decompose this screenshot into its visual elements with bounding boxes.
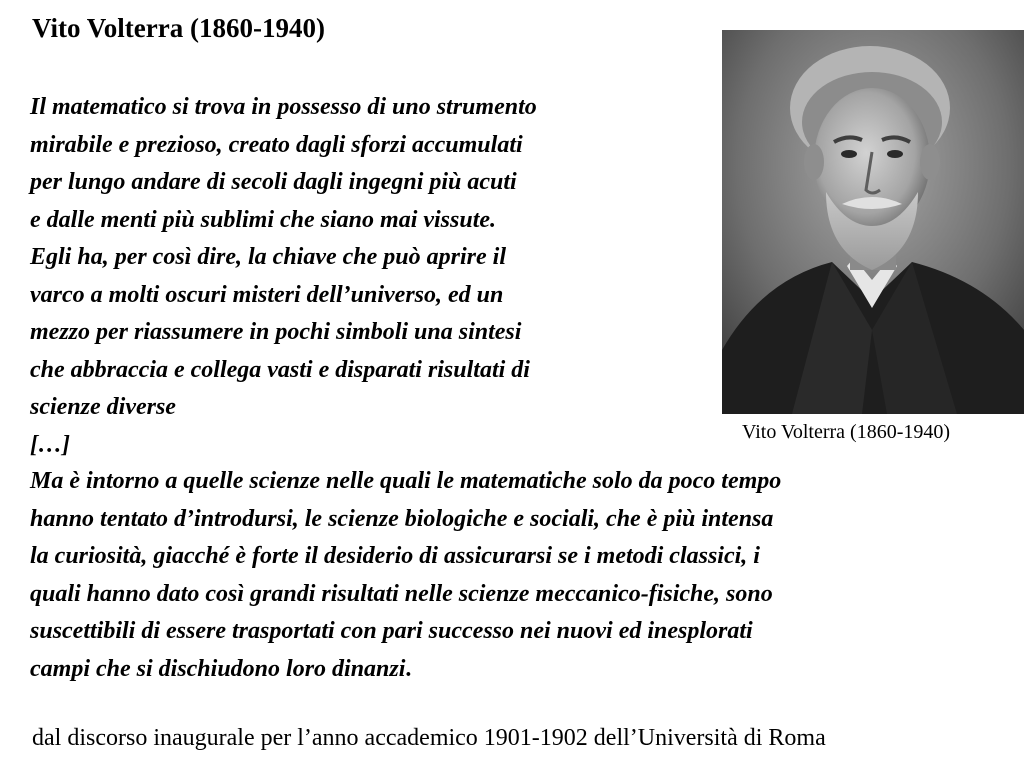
portrait-image <box>722 30 1024 414</box>
quote-line: mezzo per riassumere in pochi simboli una sintesi <box>30 319 522 345</box>
quote-line: la curiosità, giacché è forte il desiderio di assicurarsi se i metodi classici, i <box>30 543 760 569</box>
quote-line: e dalle menti più sublimi che siano mai vissute. <box>30 206 497 233</box>
quote-line: per lungo andare di secoli dagli ingegni più acuti <box>30 169 517 195</box>
quote-ellipsis: […] <box>30 431 70 458</box>
quote-last-line <box>30 651 1020 689</box>
portrait-caption: Vito Volterra (1860-1940) <box>742 421 951 443</box>
quote-line: Il matematico si trova in possesso di uno strumento <box>30 94 537 120</box>
quote-line: varco a molti oscuri misteri dell’universo, ed un <box>30 281 504 308</box>
quote-line: Egli ha, per così dire, la chiave che può aprire il <box>30 244 506 270</box>
quote-final-period: . <box>405 655 412 682</box>
quote-line: scienze diverse <box>30 394 176 420</box>
quote-line: quali hanno dato così grandi risultati nelle scienze meccanico-fisiche, sono <box>30 580 773 607</box>
portrait-photo <box>722 30 1024 414</box>
quote-second-paragraph <box>30 463 1020 688</box>
page-title: Vito Volterra (1860-1940) <box>32 13 325 43</box>
quote-first-paragraph <box>30 89 720 464</box>
source-citation: dal discorso inaugurale per l’anno accademico 1901-1902 dell’Università di Roma <box>32 725 826 751</box>
quote-line: mirabile e prezioso, creato dagli sforzi accumulati <box>30 131 523 158</box>
quote-line: hanno tentato d’introdursi, le scienze biologiche e sociali, che è più intensa <box>30 505 774 532</box>
quote-line: suscettibili di essere trasportati con pari successo nei nuovi ed inesplorati <box>30 618 753 644</box>
quote-line: Ma è intorno a quelle scienze nelle quali le matematiche solo da poco tempo <box>30 468 782 494</box>
quote-last-line-text: campi che si dischiudono loro dinanzi <box>30 655 406 682</box>
quote-line: che abbraccia e collega vasti e disparati risultati di <box>30 356 530 383</box>
